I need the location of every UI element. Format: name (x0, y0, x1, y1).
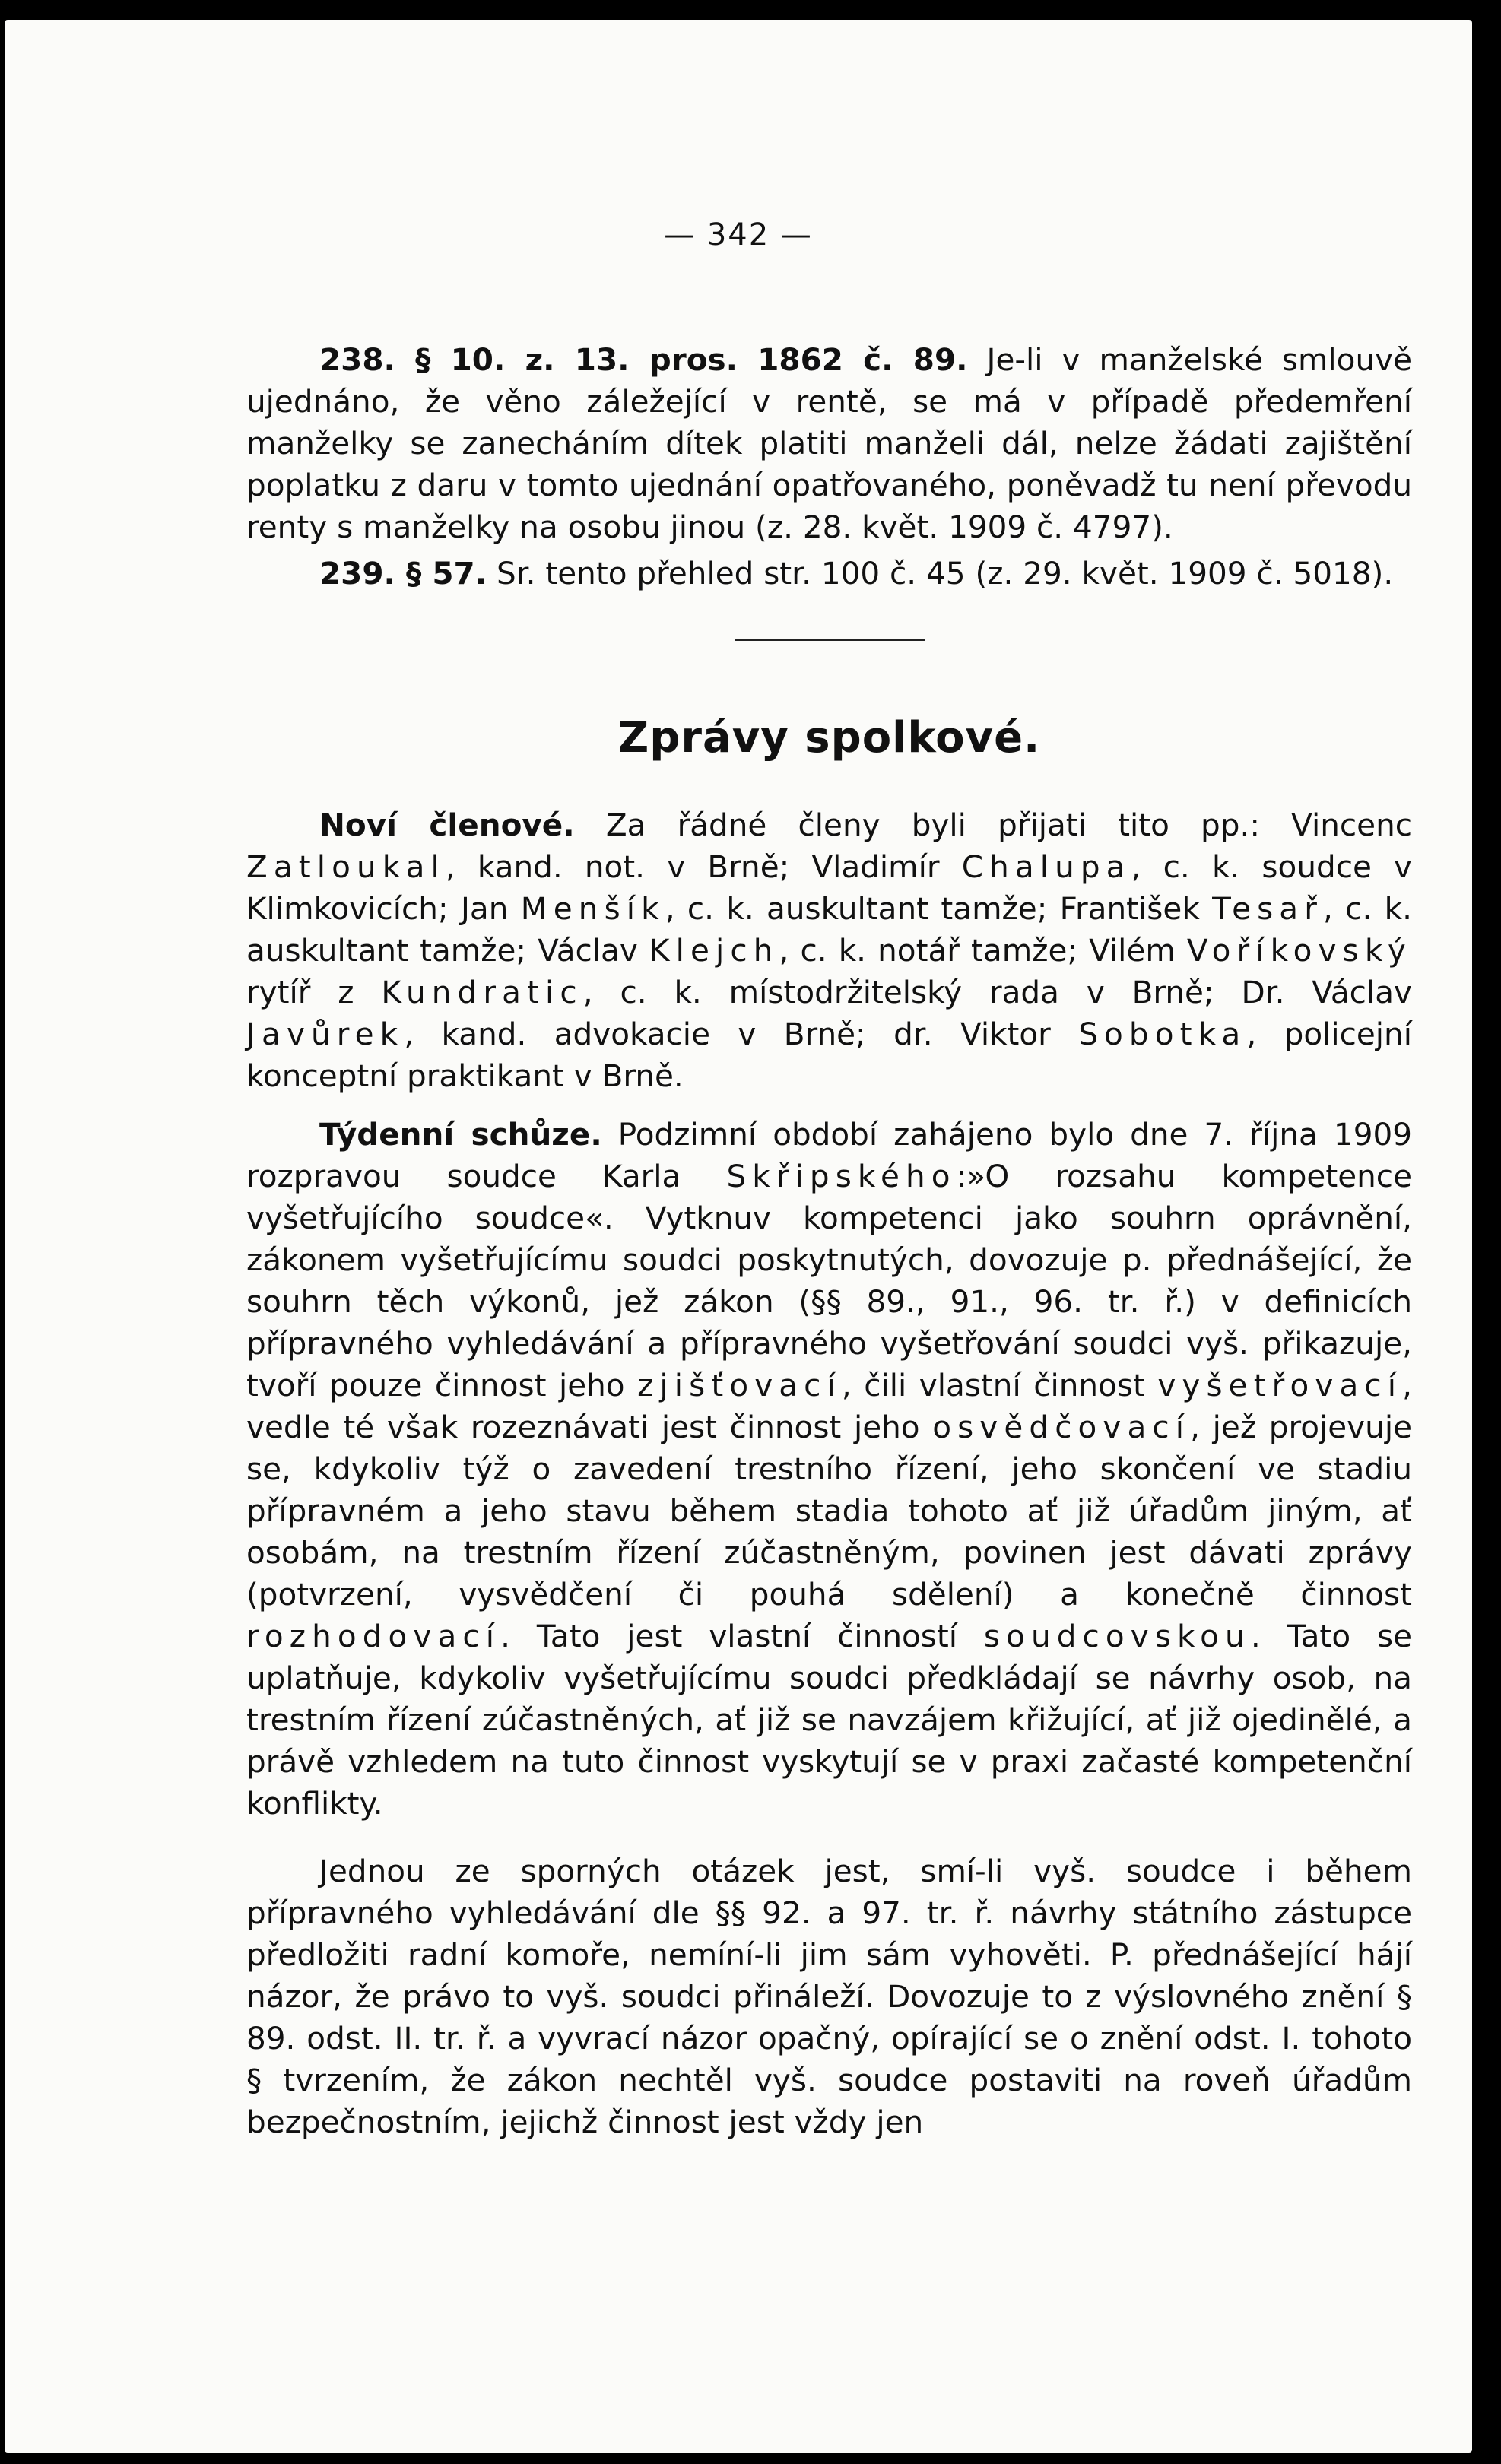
text-block (246, 339, 1412, 2143)
document-page (5, 20, 1472, 2453)
entry-lead: 239. § 57. (319, 555, 487, 591)
section-divider (735, 639, 925, 641)
paragraph-text: Podzimní období zahájeno bylo dne 7. října 1909 rozpravou soudce Karla Skřipského:»O rozsahu kompetence vyšetřujícího soudce«. Vytknuv kompetenci jako souhrn oprávnění, zákonem vyšetřujícímu soudci poskytnutých, dovozuje p. přednášející, že souhrn těch výkonů, jež zákon (§§ 89., 91., 96. tr. ř.) v definicích přípravného vyhledávání a přípravného vyšetřování soudci vyš. přikazuje, tvoří pouze činnost jeho zjišťovací, čili vlastní činnost vyšetřovací, vedle té však rozeznávati jest činnost jeho osvědčovací, jež projevuje se, kdykoliv týž o zavedení trestního řízení, jeho skončení ve stadiu přípravném a jeho stavu během stadia tohoto ať již úřadům jiným, ať osobám, na trestním řízení zúčastněným, povinen jest dávati zprávy (potvrzení, vysvědčení či pouhá sdělení) a konečně činnost rozhodovací. Tato jest vlastní činností soudcovskou. Tato se uplatňuje, kdykoliv vyšetřujícímu soudci předkládají se návrhy osob, na trestním řízení zúčastněných, ať již se navzájem křižující, ať již ojedinělé, a právě vzhledem na tuto činnost vyskytují se v praxi začasté kompetenční konflikty. (246, 1116, 1412, 1822)
paragraph-lead: Noví členové. (319, 807, 575, 843)
new-members-paragraph (246, 804, 1412, 1097)
entry-lead: 238. § 10. z. 13. pros. 1862 č. 89. (319, 341, 968, 378)
entry-text: Je-li v manželské smlouvě ujednáno, že věno záležející v rentě, se má v případě předemření manželky se zanecháním dítek platiti manželi dál, nelze žádati zajištění poplatku z daru v tomto ujednání opatřovaného, poněvadž tu není převodu renty s manželky na osobu jinou (z. 28. květ. 1909 č. 4797). (246, 341, 1412, 545)
weekly-meeting-paragraph (246, 1114, 1412, 1825)
entry-238 (246, 339, 1412, 548)
paragraph-lead: Týdenní schůze. (319, 1116, 602, 1153)
paragraph-text: Za řádné členy byli přijati tito pp.: Vincenc Zatloukal, kand. not. v Brně; Vladimír Chalupa, c. k. soudce v Klimkovicích; Jan Menšík, c. k. auskultant tamže; František Tesař, c. k. auskultant tamže; Václav Klejch, c. k. notář tamže; Vilém Voříkovský rytíř z Kundratic, c. k. místodržitelský rada v Brně; Dr. Václav Javůrek, kand. advokacie v Brně; dr. Viktor Sobotka, policejní konceptní praktikant v Brně. (246, 807, 1413, 1094)
page-number: — 342 — (664, 217, 813, 252)
last-paragraph: Jednou ze sporných otázek jest, smí-li vyš. soudce i během přípravného vyhledávání dle §§ 92. a 97. tr. ř. návrhy státního zástupce předložiti radní komoře, nemíní-li jim sám vyhověti. P. přednášející hájí názor, že právo to vyš. soudci přináleží. Dovozuje to z výslovného znění § 89. odst. II. tr. ř. a vyvrací názor opačný, opírající se o znění odst. I. tohoto § tvrzením, že zákon nechtěl vyš. soudce postaviti na roveň úřadům bezpečnostním, jejichž činnost jest vždy jen (246, 1853, 1412, 2140)
entry-239 (246, 553, 1412, 595)
section-title: Zprávy spolkové. (617, 713, 1041, 763)
entry-text: Sr. tento přehled str. 100 č. 45 (z. 29. květ. 1909 č. 5018). (497, 555, 1394, 591)
